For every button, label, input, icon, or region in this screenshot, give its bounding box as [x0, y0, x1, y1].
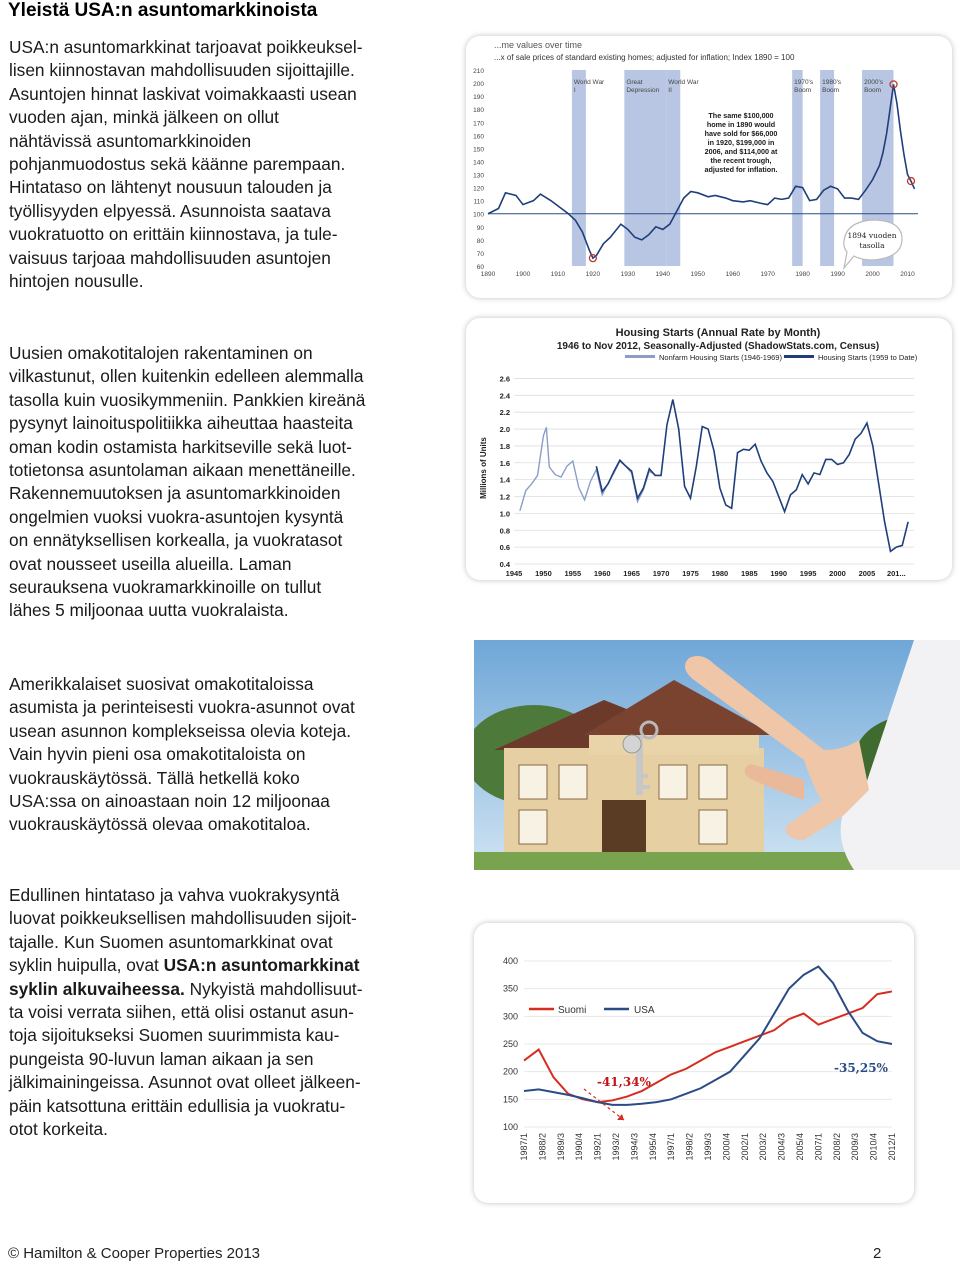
p2-line: lähes 5 miljoonaa uutta vuokralaista. — [9, 600, 289, 621]
chart3-xtick: 2003/2 — [758, 1133, 769, 1161]
rental-paragraph — [9, 673, 355, 837]
chart2-xtick: 1945 — [505, 569, 523, 578]
p4-line: jälkimainingeissa. Asunnot ovat olleet jälkeen- — [9, 1072, 361, 1093]
chart3-xtick: 2010/4 — [868, 1133, 879, 1161]
chart1-ytick: 100 — [473, 211, 484, 219]
chart1-band-label: 2000's — [864, 79, 884, 86]
chart1-xtick: 1960 — [725, 271, 740, 278]
chart2-series-line — [596, 400, 908, 552]
chart1-xtick: 1970 — [760, 271, 775, 278]
chart3-xtick: 2007/1 — [813, 1133, 824, 1161]
home-values-chart-frame — [466, 36, 952, 298]
chart1-ytick: 110 — [473, 198, 484, 206]
chart3-ytick: 350 — [502, 983, 518, 994]
chart3-xtick: 1998/2 — [684, 1133, 695, 1161]
svg-text:1894 vuoden: 1894 vuoden — [847, 231, 897, 240]
p2-line: on ennätyksellisen korkealla, ja vuokratasot — [9, 530, 343, 551]
chart1-xtick: 1900 — [515, 271, 531, 278]
chart2-xtick: 2005 — [858, 569, 876, 578]
house-keys-photo — [474, 640, 960, 870]
chart2-ytick: 1.8 — [499, 441, 510, 451]
p1-line: USA:n asuntomarkkinat tarjoavat poikkeuksel- — [9, 37, 363, 57]
chart1-band-label: World War — [573, 79, 605, 86]
chart1-xtick: 1890 — [480, 271, 496, 278]
chart3-xtick: 1995/4 — [647, 1133, 658, 1161]
p3-line: Amerikkalaiset suosivat omakotitaloissa — [9, 674, 314, 694]
p3-line: USA:ssa on ainoastaan noin 12 miljoonaa — [9, 791, 330, 812]
p2-line: ongelmien vuoksi vuokra-asuntojen kysyntä — [9, 506, 344, 527]
chart3-ytick: 300 — [502, 1011, 518, 1022]
p1-line: hintojen nousulle. — [9, 271, 144, 292]
chart3-ytick: 250 — [502, 1039, 518, 1049]
chart1-xtick: 2010 — [900, 271, 915, 278]
opportunity-paragraph — [9, 884, 363, 1141]
page-heading: Yleistä USA:n asuntomarkkinoista — [8, 0, 318, 21]
chart2-series-line — [520, 427, 655, 511]
p2-line: tasolla kuin vuosikymmeniin. Pankkien kireänä — [9, 389, 366, 410]
chart2-legend-swatch-1 — [625, 355, 655, 358]
chart3-xtick: 2012/1 — [887, 1133, 897, 1161]
chart2-ytick: 2.0 — [499, 425, 510, 435]
chart1-band-label: I — [573, 87, 576, 94]
chart1-xtick: 1920 — [585, 271, 601, 278]
housing-starts-chart-frame — [466, 318, 952, 580]
p2-line: oman kodin ostamista harkitseville sekä luot- — [9, 436, 352, 457]
chart3-xtick: 2004/3 — [776, 1133, 787, 1161]
chart1-ytick: 210 — [473, 68, 484, 75]
chart1-ytick: 130 — [473, 172, 484, 180]
chart3-ytick: 200 — [502, 1066, 518, 1077]
chart1-xtick: 1950 — [690, 271, 705, 278]
p4-line: Nykyistä mahdollisuut- — [184, 978, 363, 999]
chart1-band-label: Boom — [794, 87, 812, 94]
price-index-chart — [474, 923, 914, 1203]
p1-line: Hintataso on lähtenyt nousuun talouden ja — [9, 177, 332, 198]
chart2-xtick: 1950 — [535, 569, 552, 578]
chart1-xtick: 1910 — [550, 271, 566, 278]
chart3-ytick: 400 — [502, 956, 518, 966]
chart1-band-label: 1980's — [822, 79, 842, 86]
legend-suomi: Suomi — [558, 1005, 587, 1016]
chart1-band-label: II — [668, 87, 672, 94]
p4-line: päin katsottuna erittäin edullisia ja vuokratu- — [9, 1095, 346, 1116]
chart3-xtick: 1993/2 — [611, 1133, 621, 1161]
chart2-xtick: 1985 — [740, 569, 758, 578]
chart1-annotation — [704, 111, 778, 174]
chart3-xtick: 1992/1 — [592, 1133, 603, 1161]
chart1-xtick: 2000 — [865, 271, 880, 278]
chart3-xtick: 2008/2 — [831, 1133, 842, 1161]
chart2-ytick: 2.6 — [499, 374, 510, 384]
chart2-xtick: 2000 — [829, 569, 846, 578]
chart1-band-label: 1970's — [794, 79, 814, 86]
annotation-suomi-drop: -41,34% — [597, 1075, 651, 1089]
p3-line: vuokrauskäytössä. Tällä hetkellä koko — [9, 767, 300, 788]
chart3-xtick: 1997/1 — [666, 1133, 677, 1161]
chart1-band-label: Depression — [626, 87, 660, 94]
p2-line: Uusien omakotitalojen rakentaminen on — [9, 343, 313, 363]
chart1-ytick: 70 — [476, 250, 484, 258]
p4-emphasis: USA:n asuntomarkkinat — [163, 955, 360, 976]
chart1-band-label: Boom — [822, 87, 840, 94]
footer-copyright: © Hamilton & Cooper Properties 2013 — [8, 1245, 261, 1262]
p2-line: Rakennemuutoksen ja asuntomarkkinoiden — [9, 483, 341, 504]
chart2-legend-1: Nonfarm Housing Starts (1946-1969) — [659, 353, 782, 362]
chart1-xtick: 1980 — [795, 271, 810, 278]
chart2-xtick: 1955 — [564, 569, 582, 578]
chart1-xtick: 1930 — [620, 271, 636, 278]
price-index-chart-frame — [474, 923, 914, 1203]
chart1-title: ...me values over time — [494, 40, 583, 50]
p2-line: ovat nousseet useilla alueilla. Laman — [9, 553, 292, 574]
chart2-legend-swatch-2 — [784, 355, 814, 358]
p2-line: vilkastunut, ollen kuitenkin edelleen alemmalla — [9, 366, 364, 387]
chart2-xtick: 1965 — [623, 569, 640, 578]
house-keys-illustration — [474, 640, 960, 870]
p2-line: totietonsa asuntolaman aikaan menettäneille. — [9, 460, 356, 481]
chart1-ytick: 90 — [476, 224, 484, 232]
chart1-ytick: 180 — [473, 107, 484, 115]
chart2-ytick: 1.4 — [499, 475, 510, 485]
chart1-ytick: 140 — [473, 159, 484, 167]
chart1-band — [792, 70, 802, 266]
chart1-ytick: 160 — [473, 133, 484, 141]
chart1-xtick: 1940 — [655, 271, 671, 278]
chart1-subtitle: ...x of sale prices of standard existing homes; adjusted for inflation; Index 1890 = 100 — [494, 53, 795, 62]
chart1-ytick: 80 — [476, 237, 484, 245]
chart1-ytick: 200 — [473, 81, 484, 89]
p1-line: vaisuus tarjoaa mahdollisuuden asuntojen — [9, 247, 331, 268]
svg-text:The same $100,000home in 1890: The same $100,000 home in 1890 would have sold for $66,000 in 1920, $199,000 in 2006, and $114,000 at the recent trough, adjusted for inflation. — [704, 111, 778, 174]
p3-line: usean asunnon komplekseissa olevia koteja. — [9, 720, 351, 741]
chart2-ytick: 0.8 — [499, 526, 510, 536]
p1-line: vuokratuotto on erittäin kiinnostava, ja tule- — [9, 224, 338, 245]
chart1-ytick: 120 — [473, 185, 484, 193]
chart3-xtick: 2005/4 — [795, 1133, 805, 1161]
p4-emphasis: syklin alkuvaiheessa. — [9, 978, 185, 999]
chart2-subtitle: 1946 to Nov 2012, Seasonally-Adjusted (ShadowStats.com, Census) — [556, 341, 880, 352]
chart2-ytick: 1.2 — [499, 492, 510, 502]
chart2-xtick: 1970 — [652, 569, 670, 578]
chart3-xtick: 1988/2 — [537, 1133, 548, 1161]
intro-paragraph — [9, 36, 362, 293]
chart1-ytick: 190 — [473, 94, 484, 102]
chart2-ytick: 0.6 — [499, 543, 510, 553]
chart3-xtick: 2009/3 — [850, 1133, 861, 1161]
chart3-xtick: 1989/3 — [555, 1133, 566, 1161]
chart1-band-label: World War — [668, 79, 699, 86]
chart1-band-label: Great — [626, 79, 643, 86]
p3-line: vuokrauskäytössä olevaa omakotitaloa. — [9, 814, 311, 835]
chart3-xtick: 1994/3 — [629, 1133, 640, 1161]
chart3-ytick: 100 — [502, 1122, 518, 1132]
chart2-ytick: 0.4 — [499, 560, 510, 569]
chart2-xtick: 1980 — [711, 569, 729, 578]
p2-line: seurauksena vuokramarkkinoille on tullut — [9, 577, 322, 598]
construction-paragraph — [9, 342, 365, 623]
chart2-xtick: 1995 — [799, 569, 817, 578]
legend-usa: USA — [634, 1005, 655, 1016]
p1-line: Asuntojen hinnat laskivat voimakkaasti usean — [9, 83, 357, 104]
svg-text:tasolla: tasolla — [859, 241, 885, 250]
chart3-xtick: 1990/4 — [574, 1133, 585, 1161]
chart1-band — [666, 70, 680, 266]
chart2-ytick: 1.0 — [499, 509, 510, 519]
chart2-ytick: 1.6 — [499, 458, 510, 468]
p4-line: Edullinen hintataso ja vahva vuokrakysyntä — [9, 885, 340, 905]
chart1-ytick: 60 — [476, 264, 484, 271]
chart1-band — [820, 70, 834, 266]
chart2-legend-2: Housing Starts (1959 to Date) — [818, 353, 918, 362]
page-number: 2 — [873, 1245, 882, 1262]
p1-line: työllisyyden elpyessä. Asunnoista saatava — [9, 200, 331, 221]
p4-line: pungeista 90-luvun laman aikaan ja sen — [9, 1048, 314, 1069]
p3-line: Vain hyvin pieni osa omakotitaloista on — [9, 744, 306, 765]
p1-line: pohjanmuodostus sekä käänne parempaan. — [9, 154, 346, 175]
chart1-ytick: 170 — [473, 120, 484, 128]
home-values-chart — [466, 36, 952, 298]
chart3-xtick: 2002/1 — [739, 1133, 750, 1161]
chart2-ylabel: Millions of Units — [479, 437, 488, 499]
p2-line: pysynyt lainoituspolitiikka aiheuttaa haasteita — [9, 413, 353, 434]
p4-line: toja sijoitukseksi Suomen suurimmista kau- — [9, 1025, 340, 1046]
chart1-ytick: 150 — [473, 146, 484, 154]
p1-line: vuoden ajan, minkä jälkeen on ollut — [9, 107, 279, 128]
p1-line: lisen kiinnostavan mahdollisuuden sijoittajille. — [9, 60, 355, 81]
p4-line: luovat poikkeuksellisen mahdollisuuden sijoit- — [9, 908, 357, 929]
annotation-usa-drop: -35,25% — [834, 1061, 888, 1075]
chart3-xtick: 1999/3 — [703, 1133, 713, 1161]
p4-line: otot korkeita. — [9, 1119, 108, 1140]
chart2-xtick: 1960 — [593, 569, 611, 578]
chart2-title: Housing Starts (Annual Rate by Month) — [615, 327, 821, 339]
chart3-ytick: 150 — [502, 1094, 518, 1105]
chart3-series-line — [524, 967, 892, 1105]
p4-line: tajalle. Kun Suomen asuntomarkkinat ovat — [9, 931, 333, 952]
p4-line: ta voisi verrata siihen, että olisi ostanut asun- — [9, 1002, 354, 1023]
chart2-ytick: 2.2 — [499, 408, 510, 418]
p1-line: nähtävissä asuntomarkkinoiden — [9, 130, 252, 151]
chart2-xtick: 1990 — [770, 569, 788, 578]
p3-line: asumista ja perinteisesti vuokra-asunnot ovat — [9, 697, 355, 718]
chart2-xtick: 201... — [886, 569, 906, 578]
chart2-xtick: 1975 — [682, 569, 699, 578]
chart3-xtick: 2000/4 — [721, 1133, 732, 1161]
chart3-xtick: 1987/1 — [519, 1133, 529, 1161]
chart1-xtick: 1990 — [830, 271, 845, 278]
chart1-band-label: Boom — [864, 87, 882, 94]
housing-starts-chart — [466, 318, 952, 580]
p4-line: syklin huipulla, ovat — [9, 955, 164, 976]
chart2-ytick: 2.4 — [499, 391, 510, 401]
